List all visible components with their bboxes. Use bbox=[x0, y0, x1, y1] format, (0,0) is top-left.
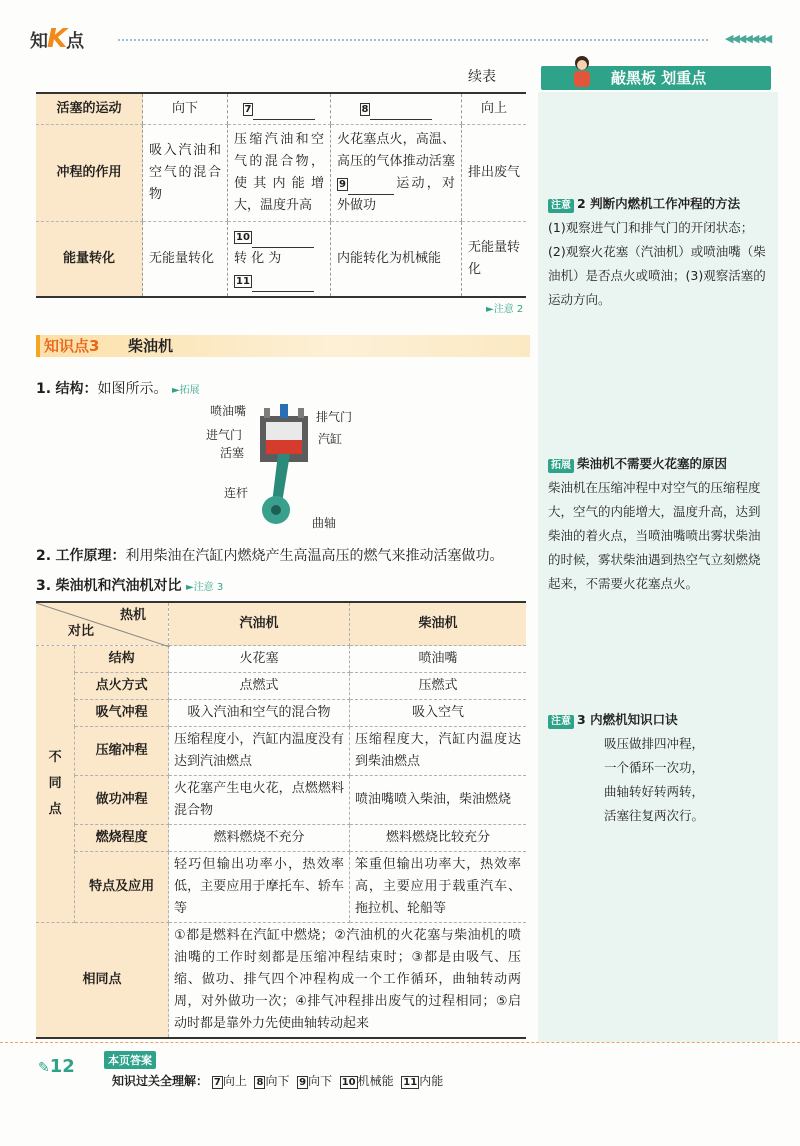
section-label: 知识点3 bbox=[44, 337, 100, 355]
table-row bbox=[36, 776, 526, 825]
note-link[interactable]: ►注意 2 bbox=[486, 304, 524, 315]
table-cell: 压缩程度小，汽缸内温度没有达到汽油燃点 bbox=[169, 727, 350, 776]
table-row bbox=[36, 852, 526, 923]
table-row bbox=[36, 923, 526, 1039]
table-cell: 点燃式 bbox=[169, 673, 350, 700]
table-cell: 吸入汽油和空气的混合物 bbox=[143, 125, 228, 222]
table-row bbox=[36, 825, 526, 852]
table-cell: 内能转化为机械能 bbox=[331, 222, 462, 298]
table-row bbox=[36, 727, 526, 776]
answer-line: 知识过关全理解： 7 向上 8 向下 9 向下 10 机械能 11 内能 bbox=[112, 1074, 444, 1088]
table-cell: 喷油嘴 bbox=[350, 646, 527, 673]
table-cell: 火花塞 bbox=[169, 646, 350, 673]
blank-8 bbox=[331, 93, 462, 125]
label-rod: 连杆 bbox=[224, 486, 249, 500]
blank-number: 11 bbox=[236, 276, 250, 287]
row-label: 特点及应用 bbox=[75, 852, 169, 923]
table-cell: 笨重但输出功率大，热效率高，主要应用于载重汽车、拖拉机、轮船等 bbox=[350, 852, 527, 923]
row-label: 做功冲程 bbox=[75, 776, 169, 825]
table-header-row bbox=[36, 602, 526, 646]
page-number: ✎12 bbox=[38, 1056, 75, 1077]
label-exhaust-valve: 排气门 bbox=[316, 410, 353, 424]
corner-cell bbox=[36, 602, 169, 646]
table-cell: 火花塞产生电火花，点燃燃料混合物 bbox=[169, 776, 350, 825]
principle-line: 2. 工作原理：利用柴油在汽缸内燃烧产生高温高压的燃气来推动活塞做功。 bbox=[36, 548, 504, 564]
table-cell: 吸入汽油和空气的混合物 bbox=[169, 700, 350, 727]
corner-bottom: 对比 bbox=[68, 624, 95, 639]
side-note-2: 注意 2 判断内燃机工作冲程的方法 (1)观察进气门和排气门的开闭状态；(2)观察火花塞（汽油机）或喷油嘴（柴油机）是否点火或喷油；(3)观察活塞的运动方向。 bbox=[548, 192, 770, 312]
table-cell: 无能量转化 bbox=[462, 222, 527, 298]
table-cell: 压燃式 bbox=[350, 673, 527, 700]
section-title: 柴油机 bbox=[128, 337, 174, 355]
diff-label: 不同点 bbox=[36, 646, 75, 923]
col-header-gasoline: 汽油机 bbox=[169, 602, 350, 646]
row-label: 燃烧程度 bbox=[75, 825, 169, 852]
table-row bbox=[36, 646, 526, 673]
table-cell: 向上 bbox=[462, 93, 527, 125]
label-piston: 活塞 bbox=[220, 446, 245, 460]
extend-link[interactable]: ►拓展 bbox=[171, 385, 200, 396]
table-cell: 向下 bbox=[143, 93, 228, 125]
row-label: 吸气冲程 bbox=[75, 700, 169, 727]
table-cell: 压缩汽油和空气的混合物，使其内能增大，温度升高 bbox=[228, 125, 331, 222]
student-icon bbox=[567, 54, 597, 90]
table-row bbox=[36, 125, 526, 222]
label-crankshaft: 曲轴 bbox=[312, 516, 337, 530]
label-injector: 喷油嘴 bbox=[210, 404, 247, 418]
extend-icon: 拓展 bbox=[548, 459, 574, 473]
row-label: 冲程的作用 bbox=[36, 125, 143, 222]
table-row bbox=[36, 673, 526, 700]
rhyme bbox=[548, 732, 770, 828]
side-extension: 拓展 柴油机不需要火花塞的原因 柴油机在压缩冲程中对空气的压缩程度大，空气的内能增大，温度升高，达到柴油的着火点，当喷油嘴喷出雾状柴油的时候，雾状柴油遇到热空气立刻燃烧起来，不需要火花塞点火。 bbox=[548, 452, 770, 596]
blank-number: 8 bbox=[361, 104, 369, 115]
compare-heading: 3. 柴油机和汽油机对比 ►注意 3 bbox=[36, 578, 224, 594]
blank-7 bbox=[228, 93, 331, 125]
note-icon: 注意 bbox=[548, 199, 574, 213]
corner-top: 热机 bbox=[119, 608, 146, 623]
label-intake-valve: 进气门 bbox=[206, 428, 243, 442]
pen-icon: ✎ bbox=[38, 1060, 50, 1076]
brand-logo: 知K点 bbox=[30, 24, 84, 54]
row-label: 点火方式 bbox=[75, 673, 169, 700]
rhyme-line: 吸压做排四冲程， bbox=[604, 736, 705, 751]
answer-blank bbox=[370, 106, 432, 120]
note-icon: 注意 bbox=[548, 715, 574, 729]
comparison-table bbox=[36, 601, 526, 1039]
row-label: 结构 bbox=[75, 646, 169, 673]
row-label: 活塞的运动 bbox=[36, 93, 143, 125]
answer-blank bbox=[348, 181, 394, 195]
table-cell: 无能量转化 bbox=[143, 222, 228, 298]
side-note-text: 柴油机在压缩冲程中对空气的压缩程度大，空气的内能增大，温度升高，达到柴油的着火点，当喷油嘴喷出雾状柴油的时候，雾状柴油遇到热空气立刻燃烧起来，不需要火花塞点火。 bbox=[548, 480, 761, 591]
table-cell: 燃料燃烧不充分 bbox=[169, 825, 350, 852]
answer-blank bbox=[253, 106, 315, 120]
note-link[interactable]: ►注意 3 bbox=[185, 582, 224, 593]
same-label: 相同点 bbox=[36, 923, 169, 1039]
blank-number: 10 bbox=[236, 232, 250, 243]
table-row bbox=[36, 700, 526, 727]
stroke-table bbox=[36, 92, 526, 298]
label-cylinder: 汽缸 bbox=[318, 432, 343, 446]
chevrons-left-icon: ◀◀◀◀◀◀◀ bbox=[725, 32, 771, 45]
blank-number: 9 bbox=[339, 179, 346, 190]
table-cell: 火花塞点火，高温、高压的气体推动活塞9 运动，对外做功 bbox=[331, 125, 462, 222]
table-cell: 轻巧但输出功率小，热效率低，主要应用于摩托车、轿车等 bbox=[169, 852, 350, 923]
table-cell: 吸入空气 bbox=[350, 700, 527, 727]
table-cell: 压缩程度大，汽缸内温度达到柴油燃点 bbox=[350, 727, 527, 776]
side-note-3: 注意 3 内燃机知识口诀 吸压做排四冲程， 一个循环一次功， 曲轴转好转两转， 活塞往复两次行。 bbox=[548, 708, 770, 828]
answer-blank bbox=[252, 278, 314, 292]
col-header-diesel: 柴油机 bbox=[350, 602, 527, 646]
rhyme-line: 活塞往复两次行。 bbox=[604, 808, 705, 823]
side-banner: 敲黑板 划重点 bbox=[541, 66, 771, 90]
table-row bbox=[36, 222, 526, 298]
continued-label: 续表 bbox=[468, 69, 496, 85]
table-cell: 喷油嘴喷入柴油，柴油燃烧 bbox=[350, 776, 527, 825]
blank-number: 7 bbox=[244, 104, 252, 115]
table-cell: 排出废气 bbox=[462, 125, 527, 222]
table-row bbox=[36, 93, 526, 125]
answer-tag: 本页答案 bbox=[104, 1051, 156, 1069]
side-note-text: (1)观察进气门和排气门的开闭状态；(2)观察火花塞（汽油机）或喷油嘴（柴油机）是否点火或喷油；(3)观察活塞的运动方向。 bbox=[548, 220, 766, 307]
rhyme-line: 一个循环一次功， bbox=[604, 760, 705, 775]
row-label: 能量转化 bbox=[36, 222, 143, 298]
row-label: 压缩冲程 bbox=[75, 727, 169, 776]
structure-line: 1. 结构：如图所示。 ►拓展 bbox=[36, 381, 200, 397]
header-divider bbox=[118, 39, 708, 41]
same-points: ①都是燃料在汽缸中燃烧；②汽油机的火花塞与柴油机的喷油嘴的工作时刻都是压缩冲程结束时；③都是由吸气、压缩、做功、排气四个冲程构成一个工作循环，曲轴转动两周，对外做功一次；④排气冲程排出废气的过程相同；⑤启动时都是靠外力先使曲轴转动起来 bbox=[169, 923, 527, 1039]
table-cell: 燃料燃烧比较充分 bbox=[350, 825, 527, 852]
section-bar bbox=[36, 335, 530, 357]
footer-divider bbox=[0, 1042, 800, 1043]
diagonal-line bbox=[36, 603, 170, 647]
answer-blank bbox=[252, 234, 314, 248]
table-cell: 10 转 化 为 11 bbox=[228, 222, 331, 298]
diesel-engine-diagram bbox=[190, 398, 370, 538]
rhyme-line: 曲轴转好转两转， bbox=[604, 784, 705, 799]
